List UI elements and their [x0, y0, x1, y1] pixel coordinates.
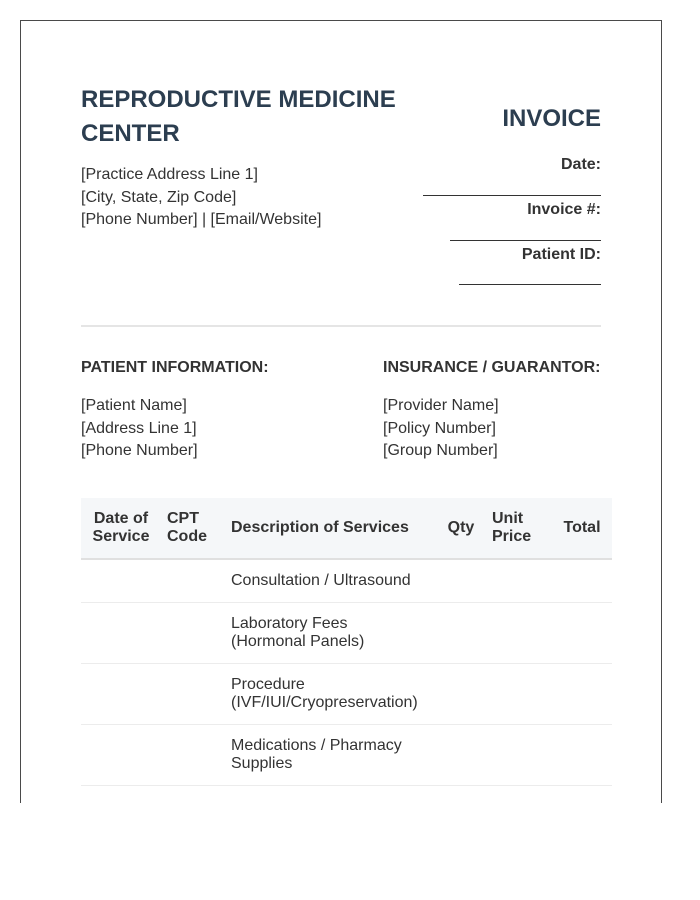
insurance-provider: [Provider Name] [383, 397, 499, 414]
row-unit-price-cell[interactable] [486, 725, 552, 786]
patient-info-block [81, 395, 198, 463]
insurance-policy: [Policy Number] [383, 419, 496, 437]
row-unit-price-cell[interactable] [486, 603, 552, 664]
practice-address [81, 164, 321, 232]
patient-info-heading: PATIENT INFORMATION: [81, 359, 269, 376]
invoice-number-label: Invoice #: [527, 201, 601, 218]
row-cpt-cell[interactable] [161, 559, 225, 603]
row-qty-cell[interactable] [436, 603, 486, 664]
col-header-cpt: CPT Code [161, 498, 225, 559]
invoice-number-field[interactable] [450, 240, 601, 241]
row-unit-price-cell[interactable] [486, 664, 552, 725]
address-line-3: [Phone Number] | [Email/Website] [81, 211, 322, 228]
insurance-group: [Group Number] [383, 442, 498, 459]
col-header-description: Description of Services [225, 498, 436, 559]
row-total-cell[interactable] [552, 725, 612, 786]
row-total-cell[interactable] [552, 664, 612, 725]
table-row [81, 664, 612, 725]
col-header-qty: Qty [436, 498, 486, 559]
row-cpt-cell[interactable] [161, 603, 225, 664]
invoice-page [20, 20, 662, 803]
address-line-1: [Practice Address Line 1] [81, 166, 258, 183]
row-cpt-cell[interactable] [161, 725, 225, 786]
patient-address: [Address Line 1] [81, 419, 197, 437]
row-total-cell[interactable] [552, 559, 612, 603]
header-divider [81, 325, 601, 327]
table-row [81, 603, 612, 664]
row-qty-cell[interactable] [436, 664, 486, 725]
patient-id-label: Patient ID: [521, 246, 601, 263]
date-label: Date: [560, 156, 601, 173]
date-field[interactable] [423, 195, 601, 196]
row-total-cell[interactable] [552, 603, 612, 664]
row-description-cell: Medications / Pharmacy Supplies [225, 725, 436, 786]
row-description-cell: Laboratory Fees (Hormonal Panels) [225, 603, 436, 664]
col-header-date: Date of Service [81, 498, 161, 559]
col-header-unit-price: Unit Price [486, 498, 552, 559]
col-header-total: Total [552, 498, 612, 559]
row-qty-cell[interactable] [436, 725, 486, 786]
row-date-cell[interactable] [81, 664, 161, 725]
invoice-title: INVOICE [502, 105, 601, 132]
services-table [81, 498, 612, 786]
patient-name: [Patient Name] [81, 397, 187, 414]
row-description-cell: Procedure (IVF/IUI/Cryopreservation) [225, 664, 436, 725]
table-row [81, 559, 612, 603]
insurance-block [383, 395, 499, 463]
table-row [81, 725, 612, 786]
row-description-cell: Consultation / Ultrasound [225, 559, 436, 603]
practice-name: REPRODUCTIVE MEDICINE CENTER [81, 86, 396, 147]
row-qty-cell[interactable] [436, 559, 486, 603]
patient-phone: [Phone Number] [81, 442, 198, 459]
row-cpt-cell[interactable] [161, 664, 225, 725]
patient-id-field[interactable] [459, 284, 601, 285]
row-date-cell[interactable] [81, 559, 161, 603]
address-line-2: [City, State, Zip Code] [81, 188, 237, 206]
table-header-row [81, 498, 612, 559]
row-date-cell[interactable] [81, 725, 161, 786]
insurance-heading: INSURANCE / GUARANTOR: [383, 359, 601, 376]
row-unit-price-cell[interactable] [486, 559, 552, 603]
row-date-cell[interactable] [81, 603, 161, 664]
